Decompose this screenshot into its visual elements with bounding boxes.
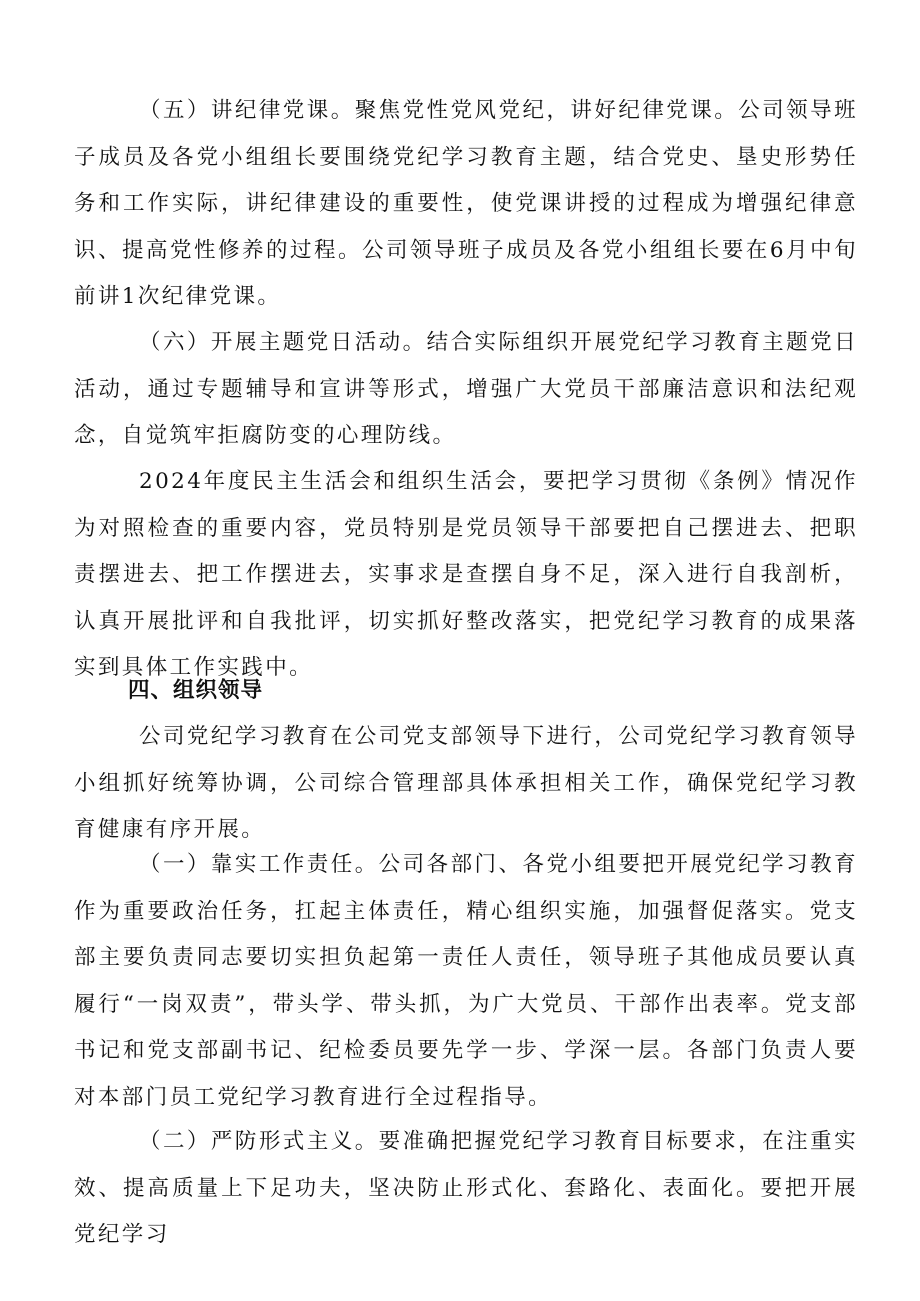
paragraph-lecture: （五）讲纪律党课。聚焦党性党风党纪，讲好纪律党课。公司领导班子成员及各党小组组长要围绕党纪学习教育主题，结合党史、垦史形势任务和工作实际，讲纪律建设的重要性，使党课讲授的过程成为增强纪律意识、提高党性修养的过程。公司领导班子成员及各党小组组长要在6月中旬前讲1次纪律党课。 [74,98,858,309]
paragraph-life-meeting: 2024年度民主生活会和组织生活会，要把学习贯彻《条例》情况作为对照检查的重要内容，党员特别是党员领导干部要把自己摆进去、把职责摆进去、把工作摆进去，实事求是查摆自身不足，深入进行自我剖析，认真开展批评和自我批评，切实抓好整改落实，把党纪学习教育的成果落实到具体工作实践中。 [74,469,858,680]
paragraph-party-day: （六）开展主题党日活动。结合实际组织开展党纪学习教育主题党日活动，通过专题辅导和宣讲等形式，增强广大党员干部廉洁意识和法纪观念，自觉筑牢拒腐防变的心理防线。 [74,330,858,448]
paragraph-leadership: 公司党纪学习教育在公司党支部领导下进行，公司党纪学习教育领导小组抓好统筹协调，公司综合管理部具体承担相关工作，确保党纪学习教育健康有序开展。 [74,724,858,842]
section-heading: 四、组织领导 [128,678,264,703]
paragraph-responsibility: （一）靠实工作责任。公司各部门、各党小组要把开展党纪学习教育作为重要政治任务，扛起主体责任，精心组织实施，加强督促落实。党支部主要负责同志要切实担负起第一责任人责任，领导班子其他成员要认真履行“一岗双责”，带头学、带头抓，为广大党员、干部作出表率。党支部书记和党支部副书记、纪检委员要先学一步、学深一层。各部门负责人要对本部门员工党纪学习教育进行全过程指导。 [74,852,858,1110]
paragraph-formalism: （二）严防形式主义。要准确把握党纪学习教育目标要求，在注重实效、提高质量上下足功夫，坚决防止形式化、套路化、表面化。要把开展党纪学习 [74,1129,858,1247]
